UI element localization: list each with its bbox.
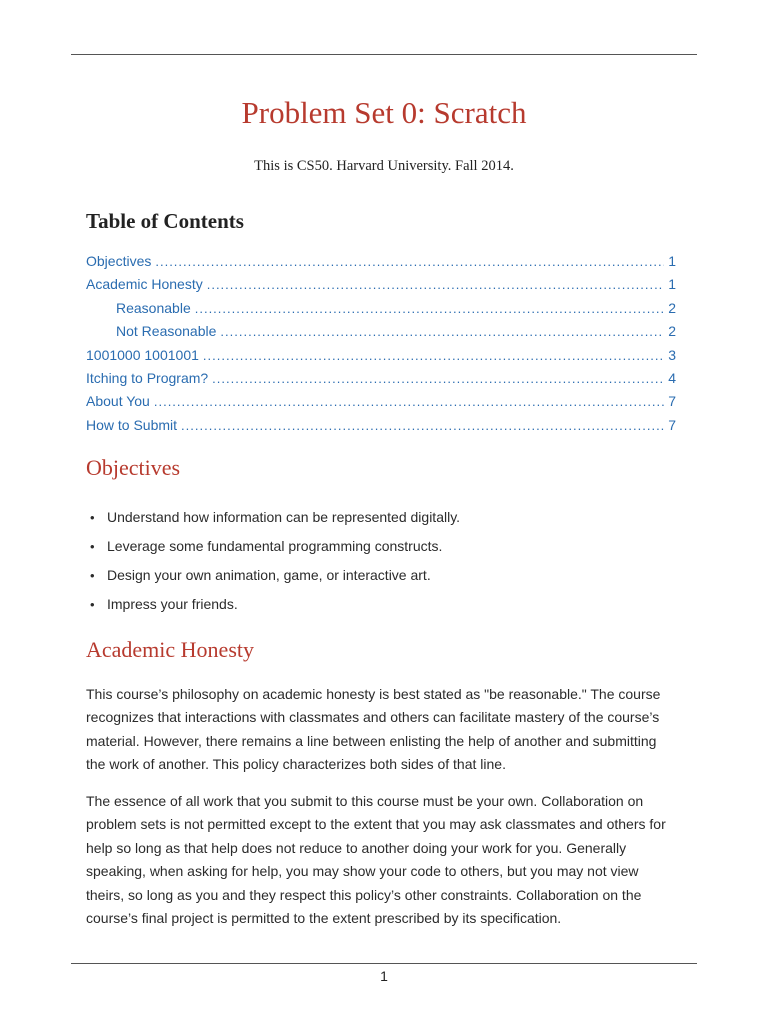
toc-page-number: 7 bbox=[668, 393, 676, 410]
list-item: • Impress your friends. bbox=[86, 590, 686, 619]
academic-honesty-paragraph-2: The essence of all work that you submit to this course must be your own. Collaboration on problem sets is not permitted except to the extent that you may ask classmates and others for help so long as that help does not reduce to another doing your work for you. Generally speaking, when asking for help, you may show your code to others, but you may not view theirs, so long as you and they respect this policy’s other constraints. Collaboration on the course’s final project is permitted to the extent prescribed by its specification. bbox=[86, 793, 666, 927]
toc-entry-itching-to-program[interactable] bbox=[86, 367, 676, 390]
course-subtitle: This is CS50. Harvard University. Fall 2014. bbox=[254, 158, 514, 174]
toc-leader-dots bbox=[181, 414, 664, 437]
toc-heading: Table of Contents bbox=[86, 209, 244, 233]
toc-link-binary[interactable]: 1001000 1001001 bbox=[86, 346, 199, 363]
toc-link-academic-honesty[interactable]: Academic Honesty bbox=[86, 276, 203, 293]
toc-page-number: 4 bbox=[668, 369, 676, 386]
toc-entry-academic-honesty[interactable] bbox=[86, 273, 676, 296]
toc-leader-dots bbox=[155, 250, 664, 273]
toc-page-number: 2 bbox=[668, 323, 676, 340]
page-title: Problem Set 0: Scratch bbox=[241, 95, 527, 130]
list-item: • Design your own animation, game, or interactive art. bbox=[86, 561, 686, 590]
academic-honesty-heading: Academic Honesty bbox=[86, 637, 254, 662]
toc-leader-dots bbox=[195, 297, 664, 320]
toc-entry-about-you[interactable] bbox=[86, 390, 676, 413]
table-of-contents bbox=[86, 250, 676, 437]
objectives-list bbox=[86, 503, 686, 619]
toc-page-number: 3 bbox=[668, 346, 676, 363]
toc-leader-dots bbox=[207, 273, 664, 296]
toc-link-objectives[interactable]: Objectives bbox=[86, 253, 152, 269]
header-rule bbox=[71, 54, 697, 55]
toc-page-number: 7 bbox=[668, 416, 676, 433]
toc-page-number: 1 bbox=[668, 253, 676, 269]
toc-entry-how-to-submit[interactable] bbox=[86, 414, 676, 437]
toc-page-number: 1 bbox=[668, 276, 676, 293]
toc-entry-reasonable[interactable] bbox=[86, 297, 676, 320]
objectives-heading: Objectives bbox=[86, 455, 181, 480]
toc-link-how-to-submit[interactable]: How to Submit bbox=[86, 416, 178, 433]
toc-page-number: 2 bbox=[668, 299, 676, 316]
toc-entry-objectives[interactable] bbox=[86, 250, 676, 273]
list-item: • Leverage some fundamental programming constructs. bbox=[86, 532, 686, 561]
toc-leader-dots bbox=[154, 390, 664, 413]
toc-leader-dots bbox=[203, 344, 664, 367]
page-number: 1 bbox=[380, 968, 388, 984]
toc-link-reasonable[interactable]: Reasonable bbox=[116, 299, 191, 316]
toc-link-itching-to-program[interactable]: Itching to Program? bbox=[86, 369, 209, 386]
list-item: • Understand how information can be represented digitally. bbox=[86, 503, 686, 532]
footer-rule bbox=[71, 963, 697, 964]
toc-entry-binary[interactable] bbox=[86, 344, 676, 367]
toc-link-not-reasonable[interactable]: Not Reasonable bbox=[116, 323, 217, 340]
toc-entry-not-reasonable[interactable] bbox=[86, 320, 676, 343]
toc-leader-dots bbox=[220, 320, 664, 343]
academic-honesty-paragraph-1: This course’s philosophy on academic honesty is best stated as "be reasonable." The course recognizes that interactions with classmates and others can facilitate mastery of the course’s material. However, there remains a line between enlisting the help of another and submitting the work of another. This policy characterizes both sides of that line. bbox=[86, 686, 661, 773]
toc-leader-dots bbox=[212, 367, 664, 390]
toc-link-about-you[interactable]: About You bbox=[86, 393, 150, 410]
